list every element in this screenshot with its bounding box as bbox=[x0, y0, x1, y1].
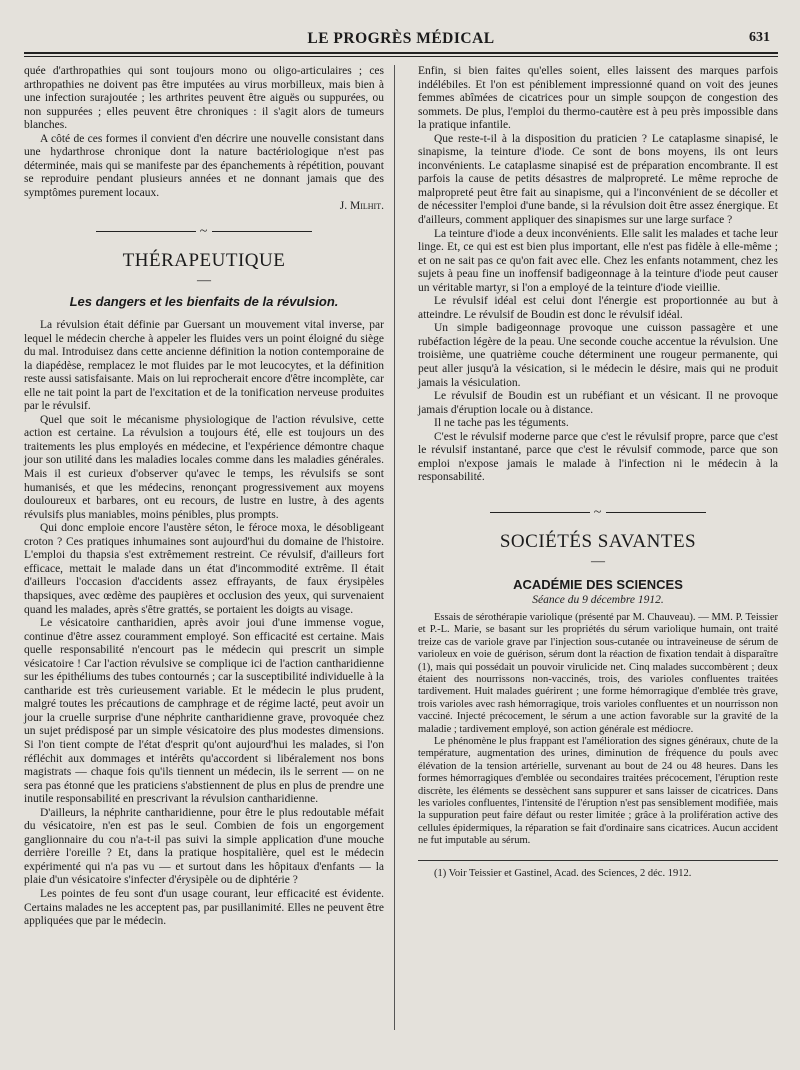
section-ornament bbox=[24, 224, 384, 240]
author-signature bbox=[24, 200, 384, 214]
section-dash: — bbox=[197, 273, 211, 289]
section-title-societes-savantes: SOCIÉTÉS SAVANTES bbox=[499, 530, 697, 552]
column-divider bbox=[394, 65, 395, 1030]
ornament-glyph: ~ bbox=[199, 224, 209, 240]
ornament-line bbox=[490, 512, 590, 513]
ornament-line bbox=[212, 231, 312, 232]
academy-subhead: ACADÉMIE DES SCIENCES bbox=[513, 576, 683, 592]
body-paragraph: Qui donc emploie encore l'austère séton, le féroce moxa, le désobligeant croton ? Ces pratiques inhumaines sont aujourd'hui du domaine de l'histoire. L'emploi du thapsia s'est extrêmement restreint. Ce révulsif, d'ailleurs fort efficace, mettait le malade dans un état d'incommodité extrême. Il était d'ailleurs l'occasion d'accidents assez effrayants, de faux érysipèles thapsiques, avec œdème des paupières et occlusion des yeux, qui survenaient quand les malades, après s'être grattés, se portaient les doigts au visage. bbox=[24, 522, 384, 616]
two-column-body bbox=[24, 65, 778, 929]
article-title: Les dangers et les bienfaits de la révulsion. bbox=[69, 294, 339, 310]
ornament-line bbox=[606, 512, 706, 513]
body-paragraph: Les pointes de feu sont d'un usage courant, leur efficacité est évidente. Certains malades ne les acceptent pas, par pusillanimité. Elles ne peuvent être appliquées que par le médecin. bbox=[24, 887, 384, 928]
body-paragraph: Quel que soit le mécanisme physiologique de l'action révulsive, cette action est certaine. La révulsion a toujours été, elle est toujours un des traitements les plus employés en médecine, et l'expérience démontre chaque jour son utilité dans les maladies locales comme dans les maladies générales. Mais il est curieux d'observer qu'avec le temps, les révulsifs se sont humanisés, et que les médecins, renonçant progressivement aux moyens douloureux et barbares, ont eu recours, de lustre en lustre, à des agents révulsifs plus maniables, moins pénibles, plus prompts. bbox=[24, 413, 384, 521]
page-number: 631 bbox=[749, 30, 770, 45]
body-paragraph: C'est le révulsif moderne parce que c'est le révulsif propre, parce que c'est le révulsif instantané, parce que c'est le révulsif commode, parce que son emploi n'expose jamais le malade à l'infection ni le médecin à la responsabilité. bbox=[418, 430, 778, 484]
footnote-rule bbox=[418, 860, 778, 861]
right-column bbox=[418, 65, 778, 929]
body-paragraph: Il ne tache pas les téguments. bbox=[434, 417, 569, 430]
report-paragraph: Le phénomène le plus frappant est l'amélioration des signes généraux, chute de la température, augmentation des urines, diminution de fréquence du pouls avec élévation de la tension artérielle, survenant au bout de 24 ou 48 heures. Dans les formes hémorragiques d'emblée ou secondaires traitées précocement, l'éruption reste discrète, les éléments se dessèchent sans suppurer et sans laisser de cicatrices. Dans les varioles confluentes, l'intensité de l'éruption n'est pas sensiblement modifiée, mais la suppuration peut faire défaut ou rester limitée ; grâce à la prolifération active des cellules épidermiques, la réparation se fait d'ordinaire sans cicatrices. Aucun accident ne fut imputable au sérum. bbox=[418, 736, 778, 847]
intro-paragraph: A côté de ces formes il convient d'en décrire une nouvelle consistant dans une hydarthrose chronique dont la nature bactériologique n'est pas déterminée, mais qui se manifeste par des épanchements à répétition, pouvant se reproduire pendant plusieurs années et ne donnant jamais que des symptômes purement locaux. bbox=[24, 132, 384, 199]
spacer bbox=[418, 485, 778, 495]
section-title-therapeutique: THÉRAPEUTIQUE bbox=[122, 250, 286, 272]
body-paragraph: La révulsion était définie par Guersant un mouvement vital inverse, par lequel le médecin cherche à appeler les fluides vers un point éloigné du siège du mal. Introduisez dans cette ancienne définition la notion contemporaine de la diapédèse, remplacez le mot fluides par le mot leucocytes, et la définition reste aussi satisfaisante. Mais on lui reprocherait encore d'être incomplète, car elle ne tait point la part de l'excitation et de la tonification nerveuse produites par le révulsif. bbox=[24, 319, 384, 413]
body-paragraph: Le révulsif de Boudin est un rubéfiant et un vésicant. Il ne provoque jamais d'éruption locale ou à distance. bbox=[418, 390, 778, 416]
body-paragraph: Le vésicatoire cantharidien, après avoir joui d'une immense vogue, continue d'être assez couramment employé. Son efficacité est certaine. Mais quelle responsabilité n'encourt pas le médecin qui prescrit un simple vésicatoire ! Car l'action révulsive se complique ici de l'action cantharidienne sur les épithéliums des tubes contournés ; car la susceptibilité individuelle à la cantharide est très curieusement variable. Et le médecin le plus prudent, malgré toutes les précautions de camphrage et de régime lacté, peut avoir un jour la cruelle surprise d'une néphrite cantharidienne grave, provoquée chez un sujet prédisposé par un simple vésicatoire des plus modestes dimensions. Si l'on tient compte de l'état d'esprit qu'ont aujourd'hui les malades, si l'on réfléchit aux dommages et intérêts qu'accordent si libéralement nos bons magistrats — chaque fois qu'ils tiennent un médecin, ils le serrent — on ne sera pas étonné que les praticiens s'abstiennent de plus en plus de prendre une inutile responsabilité en prescrivant la révulsion cantharidienne. bbox=[24, 617, 384, 806]
body-paragraph: Le révulsif idéal est celui dont l'énergie est proportionnée au but à atteindre. Le révulsif de Boudin est donc le révulsif idéal. bbox=[418, 295, 778, 321]
section-dash: — bbox=[591, 553, 605, 569]
left-column bbox=[24, 65, 384, 929]
intro-paragraph: quée d'arthropathies qui sont toujours mono ou oligo-articulaires ; ces arthropathies ne doivent pas être imputées au virus morbilleux, mais bien à une infection surajoutée ; les arthrites peuvent être aiguës ou suppurées, ou non suppurées ; elles peuvent être chroniques : il s'agit alors de tumeurs blanches. bbox=[24, 65, 384, 132]
journal-title: LE PROGRÈS MÉDICAL bbox=[307, 30, 495, 47]
body-paragraph: D'ailleurs, la néphrite cantharidienne, pour être le plus redoutable méfait du vésicatoire, n'en est pas le seul. Combien de fois un engorgement ganglionnaire du cou n'a-t-il pas suivi la simple application d'une mouche derrière l'oreille ? Et, dans la pratique hospitalière, quel est le médecin expérimenté qui n'a pas vu — et surtout dans les hôpitaux d'enfants — la plaie d'un vésicatoire s'infecter d'érysipèle ou de diphtérie ? bbox=[24, 806, 384, 887]
body-paragraph: Un simple badigeonnage provoque une cuisson passagère et une rubéfaction légère de la peau. Une seconde couche accentue la révulsion. Une troisième, une quatrième couche déterminent une rougeur permanente, qui peut aller jusqu'à la vésication, si le médecin le désire, mais qui ne produit jamais la vésiculation. bbox=[418, 322, 778, 389]
author-name: J. Milhit. bbox=[339, 200, 384, 213]
footnote: (1) Voir Teissier et Gastinel, Acad. des Sciences, 2 déc. 1912. bbox=[434, 867, 692, 879]
body-paragraph: Enfin, si bien faites qu'elles soient, elles laissent des marques parfois indélébiles. Et l'on est péniblement impressionné quand on voit des jeunes femmes abîmées de cicatrices pour un simple soupçon de congestion des sommets. De plus, l'emploi du thermo-cautère est à peu près impossible dans la pratique infantile. bbox=[418, 65, 778, 132]
report-paragraph: Essais de sérothérapie variolique (présenté par M. Chauveau). — MM. P. Teissier et P.-L. Marie, se basant sur les propriétés du sérum variolique humain, ont traité treize cas de variole grave par l'injection sous-cutanée ou intraveineuse de sérum de varioleux en voie de guérison, sérum dont la réaction de fixation tendait à disparaître (1), mais qui possédait un pouvoir virulicide net. Cinq malades succombèrent ; deux étaient des nourrissons non-vaccinés, trois, des varioles confluentes traitées tardivement. Huit malades guérirent ; une forme hémorragique d'emblée très grave, trois varioles avec rash hémorragique, trois varioles confluentes et un nourrisson non vacciné. Injecté précocement, le sérum a une action favorable sur la gravité de la maladie ; tardivement employé, son action générale est médiocre. bbox=[418, 611, 778, 735]
body-paragraph: La teinture d'iode a deux inconvénients. Elle salit les malades et tache leur linge. Et, ce qui est est bien plus important, elle n'est pas fidèle à elle-même ; et on ne sait pas ce qu'on fait avec elle. Chez les enfants notamment, chez les sujets à peau fine un inoffensif badigeonnage à la teinture d'iode peut causer un véritable martyr, si l'on a employé de la teinture d'iode vieillie. bbox=[418, 227, 778, 294]
body-paragraph: Que reste-t-il à la disposition du praticien ? Le cataplasme sinapisé, le sinapisme, la teinture d'iode. Ce sont de bons moyens, ils ont leurs inconvénients. Le cataplasme sinapisé est de préparation encombrante. Il est parfois la cause de petits désastres de malpropreté. Le même reproche de malpropreté peut être fait au sinapisme, qui a l'inconvénient de se décoller et de nécessiter l'emploi d'une bande, si la révulsion doit être assez énergique. Et d'ailleurs, comment appliquer des sinapismes sur une large surface ? bbox=[418, 132, 778, 227]
session-date: Séance du 9 décembre 1912. bbox=[532, 593, 664, 606]
header-rule bbox=[24, 52, 778, 57]
ornament-glyph: ~ bbox=[593, 504, 603, 520]
ornament-line bbox=[96, 231, 196, 232]
running-head bbox=[24, 26, 778, 50]
section-ornament bbox=[418, 505, 778, 521]
